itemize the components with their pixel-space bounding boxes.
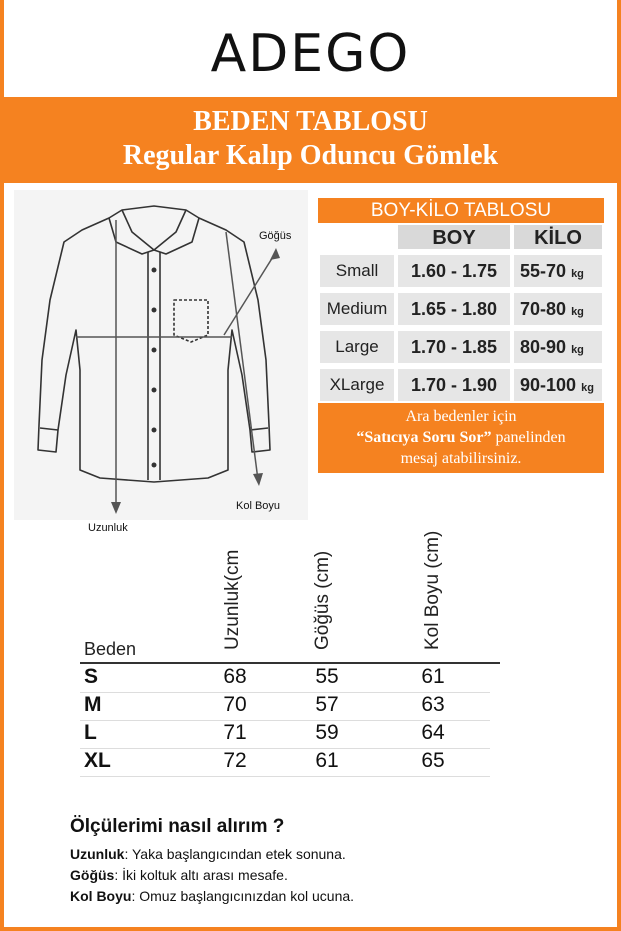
sleeve-cell: 64 (421, 721, 445, 744)
instruction-item (70, 865, 590, 886)
title-banner (0, 97, 621, 183)
size-cell: M (84, 693, 102, 716)
size-cell: Large (318, 329, 396, 365)
kilo-cell (512, 291, 604, 327)
kilo-unit: kg (571, 344, 584, 356)
col-header-chest (265, 535, 385, 650)
kilo-unit: kg (571, 306, 584, 318)
shirt-diagram (14, 190, 308, 534)
chest-cell: 55 (315, 665, 339, 688)
banner-title: BEDEN TABLOSU (193, 106, 428, 137)
length-cell: 72 (223, 749, 247, 772)
note-line2 (318, 427, 604, 448)
intermediate-size-note (318, 403, 604, 473)
chest-cell: 59 (315, 721, 339, 744)
size-table (80, 530, 500, 785)
header-boy: BOY (396, 223, 512, 251)
size-cell: Small (318, 253, 396, 289)
sleeve-cell: 61 (421, 665, 445, 688)
boy-cell: 1.70 - 1.90 (396, 367, 512, 403)
length-cell: 70 (223, 693, 247, 716)
table-row (318, 367, 604, 403)
brand-logo: ADEGO (210, 24, 411, 84)
boy-cell: 1.65 - 1.80 (396, 291, 512, 327)
boy-kilo-title: BOY-KİLO TABLOSU (318, 198, 604, 223)
sleeve-cell: 65 (421, 749, 445, 772)
kilo-value: 55-70 (520, 261, 567, 281)
chest-cell: 57 (315, 693, 339, 716)
kilo-cell (512, 367, 604, 403)
col-header-sleeve (375, 530, 495, 650)
instruction-item (70, 844, 590, 865)
chest-label: Göğüs (259, 230, 292, 242)
note-emphasis: “Satıcıya Soru Sor” (356, 429, 492, 446)
length-label: Uzunluk (88, 522, 128, 534)
note-mid: panelinden (495, 429, 566, 446)
instruction-text: : Omuz başlangıcınızdan kol ucuna. (131, 888, 355, 904)
boy-kilo-table (318, 198, 604, 473)
table-row (318, 291, 604, 327)
length-cell: 71 (223, 721, 247, 744)
size-cell: XL (84, 749, 111, 772)
col-header-length-text: Uzunluk(cm (222, 549, 243, 650)
col-header-size: Beden (84, 639, 137, 659)
kilo-value: 80-90 (520, 337, 567, 357)
col-header-sleeve-text: Kol Boyu (cm) (422, 530, 443, 650)
table-row (80, 664, 490, 693)
instruction-item (70, 886, 590, 907)
col-header-chest-text: Göğüs (cm) (312, 550, 333, 650)
table-row (318, 329, 604, 365)
instruction-text: : İki koltuk altı arası mesafe. (114, 867, 288, 883)
instruction-text: : Yaka başlangıcından etek sonuna. (124, 846, 346, 862)
size-cell: S (84, 665, 99, 688)
size-cell: XLarge (318, 367, 396, 403)
kilo-unit: kg (571, 268, 584, 280)
table-row (318, 253, 604, 289)
kilo-cell (512, 329, 604, 365)
note-line3: mesaj atabilirsiniz. (400, 450, 522, 467)
boy-cell: 1.70 - 1.85 (396, 329, 512, 365)
kilo-value: 70-80 (520, 299, 567, 319)
kilo-unit: kg (581, 382, 594, 394)
sleeve-cell: 63 (421, 693, 445, 716)
table-row (80, 748, 490, 777)
size-cell: L (84, 721, 97, 744)
instruction-term: Kol Boyu (70, 888, 132, 904)
table-row (80, 720, 490, 749)
note-line1: Ara bedenler için (405, 408, 517, 425)
boy-kilo-header (318, 223, 604, 251)
header-kilo: KİLO (512, 223, 604, 251)
sleeve-label: Kol Boyu (236, 500, 281, 512)
instruction-term: Göğüs (70, 867, 115, 883)
instruction-term: Uzunluk (70, 846, 125, 862)
instructions-title: Ölçülerimi nasıl alırım ? (70, 816, 285, 837)
size-cell: Medium (318, 291, 396, 327)
kilo-value: 90-100 (520, 375, 577, 395)
banner-subtitle: Regular Kalıp Oduncu Gömlek (122, 140, 499, 171)
header-empty (318, 223, 396, 251)
boy-cell: 1.60 - 1.75 (396, 253, 512, 289)
length-cell: 68 (223, 665, 247, 688)
chest-cell: 61 (315, 749, 339, 772)
measure-instructions (70, 816, 590, 907)
table-row (80, 692, 490, 721)
kilo-cell (512, 253, 604, 289)
